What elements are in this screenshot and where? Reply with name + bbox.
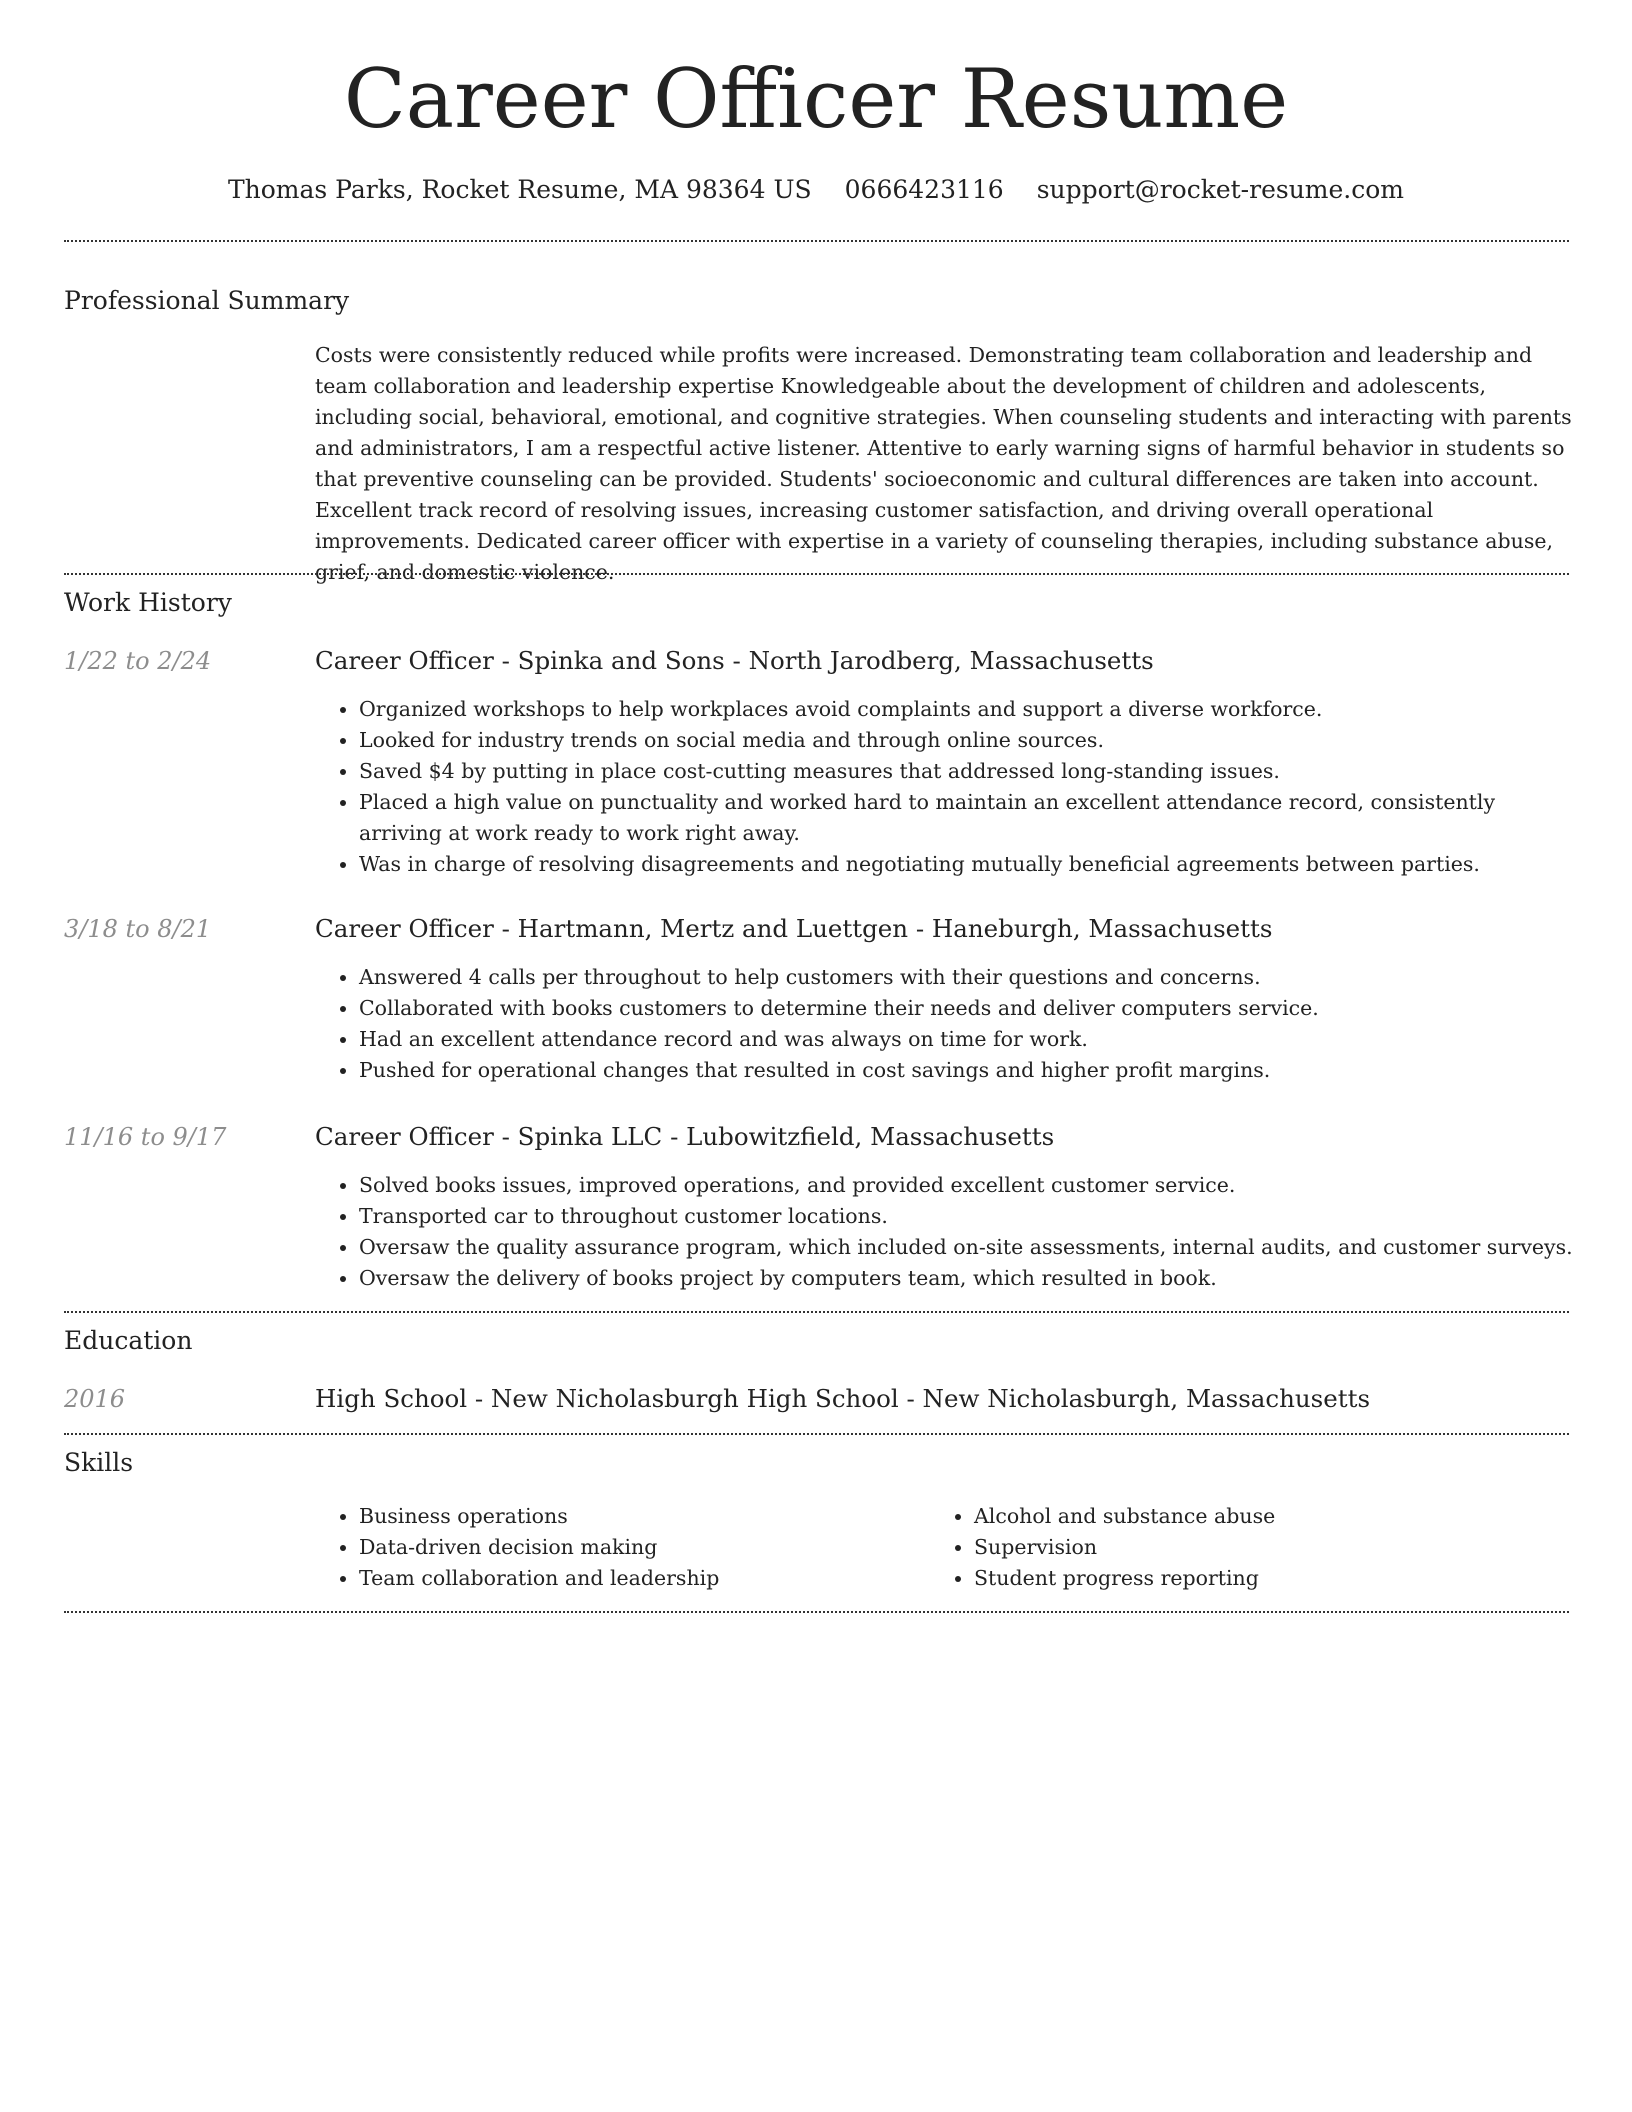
skills-list-right xyxy=(930,1501,1570,1594)
education-year: 2016 xyxy=(64,1385,126,1413)
job-dates: 1/22 to 2/24 xyxy=(64,647,212,675)
list-item: • Collaborated with books customers to determine their needs and deliver computers service. xyxy=(359,993,1573,1024)
job-bullets xyxy=(315,694,1573,880)
divider xyxy=(64,240,1569,242)
list-item: • Organized workshops to help workplaces avoid complaints and support a diverse workforce. xyxy=(359,694,1573,725)
job-dates: 3/18 to 8/21 xyxy=(64,915,212,943)
list-item: • Alcohol and substance abuse xyxy=(974,1501,1570,1532)
skills-list-left xyxy=(315,1501,930,1594)
divider xyxy=(64,1311,1569,1313)
divider xyxy=(64,1433,1569,1435)
list-item: • Oversaw the delivery of books project by computers team, which resulted in book. xyxy=(359,1263,1573,1294)
list-item: • Supervision xyxy=(974,1532,1570,1563)
contact-phone: 0666423116 xyxy=(844,175,1004,204)
job-title: Career Officer - Hartmann, Mertz and Luettgen - Haneburgh, Massachusetts xyxy=(315,914,1273,943)
summary-text: Costs were consistently reduced while profits were increased. Demonstrating team collaboration and leadership and team collaboration and leadership expertise Knowledgeable about the development of children and adolescents, including social, behavioral, emotional, and cognitive strategies. When counseling students and interacting with parents and administrators, I am a respectful active listener. Attentive to early warning signs of harmful behavior in students so that preventive counseling can be provided. Students' socioeconomic and cultural differences are taken into account. Excellent track record of resolving issues, increasing customer satisfaction, and driving overall operational improvements. Dedicated career officer with expertise in a variety of counseling therapies, including substance abuse, grief, and domestic violence. xyxy=(315,343,1572,584)
contact-email: support@rocket-resume.com xyxy=(1036,175,1405,204)
contact-address: Thomas Parks, Rocket Resume, MA 98364 US xyxy=(227,175,812,204)
divider xyxy=(64,573,1569,575)
list-item: • Was in charge of resolving disagreements and negotiating mutually beneficial agreements between parties. xyxy=(359,849,1573,880)
list-item: • Solved books issues, improved operations, and provided excellent customer service. xyxy=(359,1170,1573,1201)
list-item: • Looked for industry trends on social media and through online sources. xyxy=(359,725,1573,756)
list-item: • Data-driven decision making xyxy=(359,1532,930,1563)
job-title: Career Officer - Spinka LLC - Lubowitzfield, Massachusetts xyxy=(315,1122,1055,1151)
divider xyxy=(64,1611,1569,1613)
list-item: • Answered 4 calls per throughout to help customers with their questions and concerns. xyxy=(359,962,1573,993)
list-item: • Business operations xyxy=(359,1501,930,1532)
skills-heading: Skills xyxy=(64,1448,134,1477)
list-item: • Saved $4 by putting in place cost-cutting measures that addressed long-standing issues. xyxy=(359,756,1573,787)
job-bullets xyxy=(315,1170,1573,1294)
list-item: • Pushed for operational changes that resulted in cost savings and higher profit margins. xyxy=(359,1055,1573,1086)
education-title: High School - New Nicholasburgh High School - New Nicholasburgh, Massachusetts xyxy=(315,1384,1371,1413)
work-history-heading: Work History xyxy=(64,588,232,617)
list-item: • Had an excellent attendance record and was always on time for work. xyxy=(359,1024,1573,1055)
contact-line xyxy=(0,170,1632,210)
job-title: Career Officer - Spinka and Sons - North Jarodberg, Massachusetts xyxy=(315,646,1154,675)
list-item: • Placed a high value on punctuality and worked hard to maintain an excellent attendance record, consistently arriving at work ready to work right away. xyxy=(359,787,1573,849)
job-dates: 11/16 to 9/17 xyxy=(64,1123,227,1151)
list-item: • Transported car to throughout customer locations. xyxy=(359,1201,1573,1232)
resume-title: Career Officer Resume xyxy=(343,53,1289,147)
education-heading: Education xyxy=(64,1326,193,1355)
list-item: • Student progress reporting xyxy=(974,1563,1570,1594)
summary-heading: Professional Summary xyxy=(64,286,350,315)
list-item: • Team collaboration and leadership xyxy=(359,1563,930,1594)
job-bullets xyxy=(315,962,1573,1086)
list-item: • Oversaw the quality assurance program, which included on-site assessments, internal audits, and customer surveys. xyxy=(359,1232,1573,1263)
